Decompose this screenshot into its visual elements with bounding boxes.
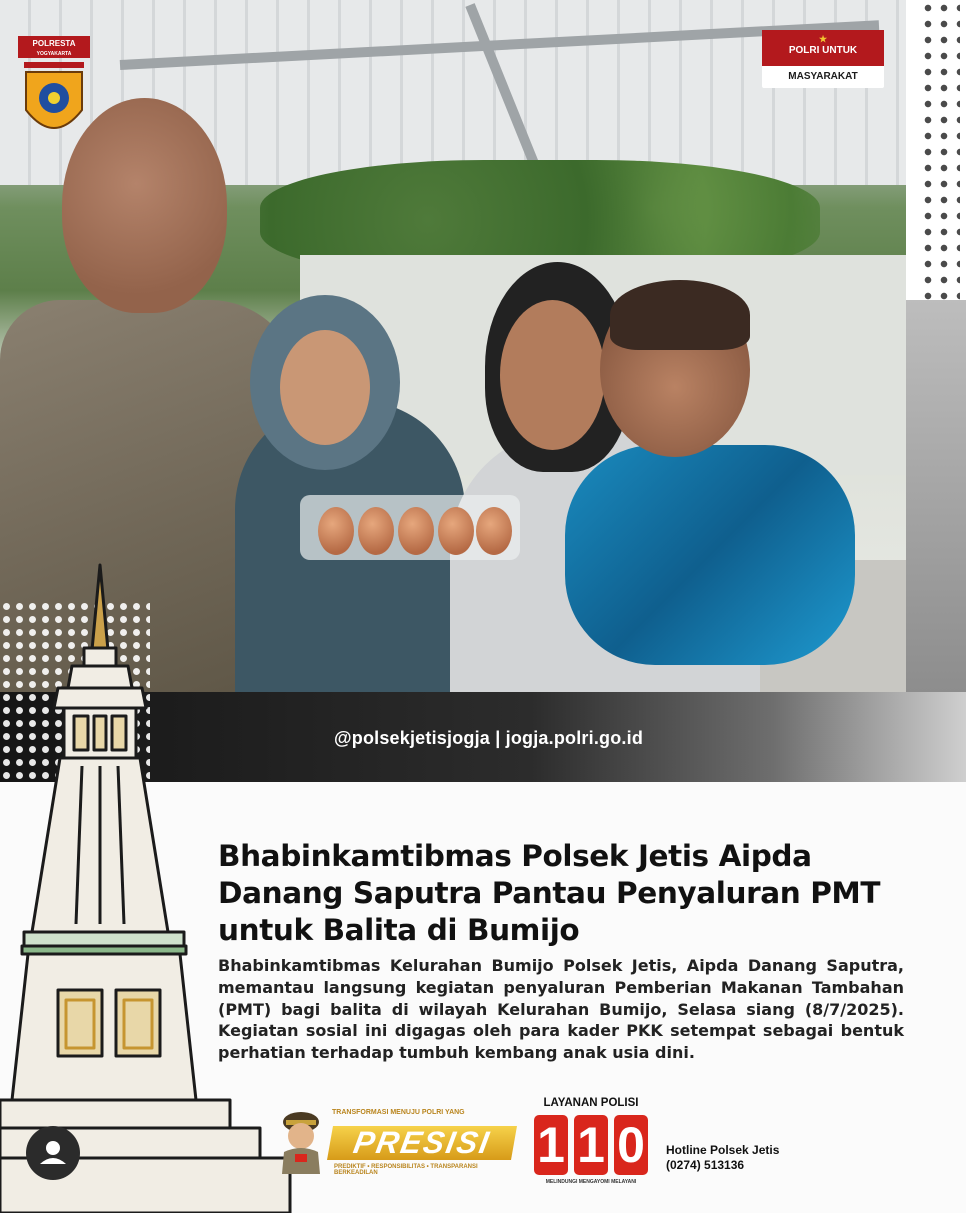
- layanan-motto: MELINDUNGI MENGAYOMI MELAYANI: [545, 1179, 637, 1185]
- layanan-label: LAYANAN POLISI: [543, 1097, 639, 1109]
- polresta-logo: [14, 28, 94, 150]
- gray-bar: [906, 300, 966, 692]
- egg: [358, 507, 394, 555]
- layanan-polisi-110[interactable]: [532, 1097, 650, 1189]
- polri-untuk-masyarakat-badge: [762, 30, 884, 88]
- hotline-number: (0274) 513136: [666, 1158, 745, 1172]
- toddler: [565, 445, 855, 665]
- star-icon: ★: [818, 34, 828, 44]
- user-icon: [26, 1126, 80, 1180]
- article-body: Bhabinkamtibmas Kelurahan Bumijo Polsek Jetis, Aipda Danang Saputra, memantau langsung kegiatan penyaluran Pemberian Makanan Tambahan (PMT) bagi balita di wilayah Kelurahan Bumijo, Selasa siang (8/7/2025). Kegiatan sosial ini digagas oleh para kader PKK setempat sebagai bentuk perhatian terhadap tumbuh kembang anak usia dini.: [218, 956, 904, 1063]
- police-mascot-icon: [278, 1108, 324, 1176]
- digit: 1: [574, 1115, 608, 1175]
- profile-avatar[interactable]: [26, 1126, 80, 1180]
- polri-badge-bottom-text: MASYARAKAT: [788, 71, 858, 82]
- pkk-cadre-face: [280, 330, 370, 445]
- egg: [476, 507, 512, 555]
- hotline-110-digits: [534, 1115, 648, 1175]
- hotline-label: Hotline Polsek Jetis: [666, 1143, 780, 1157]
- toddler-hair: [610, 280, 750, 350]
- halftone-dots: [920, 0, 960, 300]
- digit: 0: [614, 1115, 648, 1175]
- hotline-polsek-jetis[interactable]: [666, 1143, 779, 1173]
- egg: [318, 507, 354, 555]
- egg: [398, 507, 434, 555]
- presisi-logo: [278, 1108, 516, 1176]
- polri-badge-top-text: POLRI UNTUK: [788, 45, 858, 56]
- digit: 1: [534, 1115, 568, 1175]
- halftone-column: [906, 0, 966, 692]
- svg-text:POLRESTA: POLRESTA: [32, 39, 76, 48]
- presisi-tagline: TRANSFORMASI MENUJU POLRI YANG: [332, 1109, 465, 1116]
- polri-badge-top: [762, 30, 884, 66]
- svg-text:YOGYAKARTA: YOGYAKARTA: [36, 51, 72, 57]
- egg: [438, 507, 474, 555]
- mother-face: [500, 300, 605, 450]
- social-handle[interactable]: @polsekjetisjogja | jogja.polri.go.id: [334, 728, 644, 748]
- presisi-subtitle: PREDIKTIF • RESPONSIBILITAS • TRANSPARANSI BERKEADILAN: [334, 1164, 478, 1176]
- presisi-wordmark: PRESISI: [327, 1126, 517, 1160]
- article-headline: Bhabinkamtibmas Polsek Jetis Aipda Danang Saputra Pantau Penyaluran PMT untuk Balita di Bumijo: [218, 839, 881, 947]
